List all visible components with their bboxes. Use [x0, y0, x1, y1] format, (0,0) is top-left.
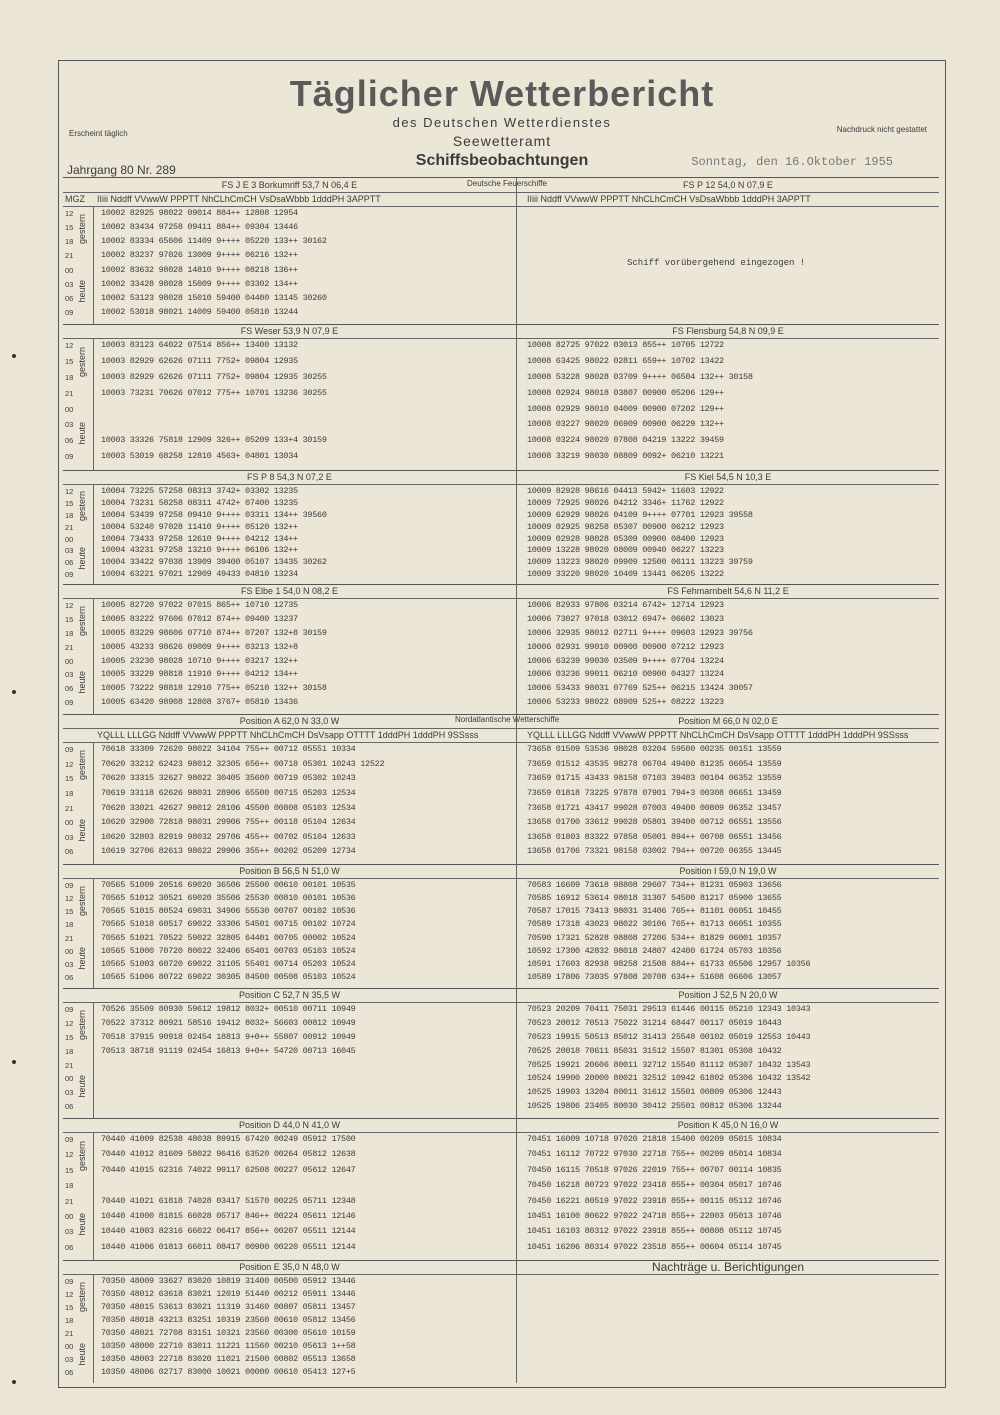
observation-row: 10008 02929 98010 04009 00900 07202 129++	[527, 403, 724, 414]
observation-row: 70590 17321 52828 98808 27206 534++ 81829 06001 10357	[527, 932, 782, 943]
hour-label: 09	[65, 1135, 74, 1144]
observation-row: 10525 19903 13204 80011 31612 15501 00809 05306 12443	[527, 1087, 782, 1098]
station-header: Position B 56,5 N 51,0 W	[63, 864, 516, 879]
observation-row: 10002 53123 98028 15010 59400 04400 13145 30260	[101, 292, 327, 303]
observation-row: 10005 83229 98606 07710 874++ 07207 132+8 30159	[101, 627, 327, 638]
right-column	[517, 1260, 939, 1383]
observation-row: 10006 03236 99011 06210 00900 04327 13224	[527, 669, 724, 680]
observation-row: 10008 82725 97022 03013 855++ 10705 12722	[527, 340, 724, 350]
left-column	[63, 1118, 517, 1260]
observation-row: 10002 82925 98022 09014 884++ 12808 12954	[101, 208, 298, 218]
hour-label: 15	[65, 614, 74, 624]
station-header: Position I 59,0 N 19,0 W	[517, 864, 939, 879]
hour-label: 18	[65, 1316, 74, 1325]
observation-row: 73659 01818 73225 97878 07901 794+3 00308 06651 13459	[527, 787, 782, 798]
observation-row: 70587 17015 73413 98031 31406 765++ 81101 06051 10455	[527, 906, 782, 917]
hour-label: 21	[65, 803, 74, 813]
left-column	[63, 988, 517, 1118]
observation-row: 70589 17318 43023 98022 30106 765++ 81713 06051 10355	[527, 919, 782, 930]
heute-label: heute	[77, 1212, 87, 1236]
observation-row: 10619 32706 82613 98022 29906 355++ 00202 05209 12734	[101, 846, 356, 857]
report-date: Sonntag, den 16.Oktober 1955	[691, 155, 893, 169]
hour-gutter	[63, 1275, 94, 1383]
hour-label: 18	[65, 788, 74, 798]
hour-gutter	[63, 207, 94, 324]
right-column	[517, 864, 939, 988]
station-header: FS P 8 54,3 N 07,2 E	[63, 470, 516, 485]
left-column	[63, 584, 517, 714]
observation-row: 70350 48021 72708 83151 10321 23560 00300 05610 10159	[101, 1328, 356, 1338]
left-column	[63, 470, 517, 584]
gestern-label: gestern	[77, 490, 87, 521]
observation-row: 70350 48009 33627 83020 10819 31400 00500 05912 13446	[101, 1276, 356, 1286]
observation-row: 10008 02924 98018 03807 00900 05206 129++	[527, 387, 724, 398]
observation-row: 10004 53439 97258 09410 9++++ 03311 134++ 39560	[101, 509, 327, 520]
hour-label: 15	[65, 907, 74, 917]
observation-row: 10009 13228 98020 08009 00940 06227 13223	[527, 545, 724, 556]
observation-row: 10350 48003 22718 83020 11021 21500 00802 05513 13658	[101, 1354, 356, 1364]
hour-gutter	[63, 743, 94, 864]
station-header: Position J 52,5 N 20,0 W	[517, 988, 939, 1003]
hour-label: 12	[65, 601, 74, 610]
station-header: FS Elbe 1 54,0 N 08,2 E	[63, 584, 516, 599]
observation-row: 10008 33219 98030 08809 0092+ 06210 13221	[527, 451, 724, 462]
gestern-label: gestern	[77, 214, 87, 245]
hour-label: 12	[65, 209, 74, 218]
gestern-label: gestern	[77, 750, 87, 781]
observation-row: 10350 48000 22710 83011 11221 11560 00210 05613 1++58	[101, 1341, 356, 1351]
observation-row: 10440 41006 01813 66011 08417 00900 00220 05511 12144	[101, 1241, 356, 1252]
observation-row: 10004 43231 97258 13210 9++++ 06106 132++	[101, 545, 298, 556]
observation-row: 70618 33309 72620 98022 34104 755++ 00712 05551 10334	[101, 744, 356, 754]
observation-row: 70565 51015 80524 69031 34906 55530 00707 00102 10536	[101, 906, 356, 917]
column-header: IIiii Nddff VVwwW PPPTT NhCLhCmCH VsDsaWbbb 1dddPH 3APPTT	[517, 193, 939, 207]
hour-label: 06	[65, 847, 74, 857]
observation-row: 70565 51012 30521 69020 35506 25530 00810 00101 10536	[101, 893, 356, 904]
right-column	[517, 584, 939, 714]
observation-row: 10003 73231 70626 07012 775++ 10701 13236 30255	[101, 387, 327, 398]
hour-label: 03	[65, 1088, 74, 1098]
observation-row: 70565 51018 60517 69022 33306 54501 00715 00102 10724	[101, 919, 356, 930]
observation-row: 10008 03227 98020 06909 00900 06229 132++	[527, 419, 724, 430]
hour-label: 00	[65, 1074, 74, 1084]
section-8	[63, 1260, 939, 1383]
observation-row: 10002 53018 98021 14009 59400 05810 13244	[101, 306, 298, 317]
right-column	[517, 324, 939, 470]
observation-row: 70350 48018 43213 83251 10319 23560 00610 05812 13456	[101, 1315, 356, 1325]
hour-label: 21	[65, 1329, 74, 1338]
hour-label: 18	[65, 237, 74, 247]
hour-gutter	[63, 1003, 94, 1118]
hour-gutter	[63, 1133, 94, 1260]
observation-row: 10006 63239 99030 03509 9++++ 07704 13224	[527, 655, 724, 666]
station-header: Nachträge u. Berichtigungen	[517, 1260, 939, 1275]
heute-label: heute	[77, 671, 87, 694]
hour-label: 06	[65, 558, 74, 568]
left-column	[63, 178, 517, 324]
observation-row: 73658 01721 43417 99028 07003 49400 00809 06352 13457	[527, 802, 782, 813]
observation-row: 10006 73027 97018 03012 6947+ 06602 13023	[527, 613, 724, 624]
observation-row: 10002 33428 98028 15009 9++++ 03302 134++	[101, 278, 298, 289]
volume-number: Jahrgang 80 Nr. 289	[67, 163, 176, 177]
report-header	[59, 61, 945, 177]
observation-row: 70620 33315 32627 98022 30405 35600 00719 05302 10243	[101, 773, 356, 784]
section-6	[63, 988, 939, 1118]
section-0	[63, 178, 939, 324]
hour-label: 15	[65, 1165, 74, 1175]
hour-label: 03	[65, 546, 74, 556]
hour-label: 00	[65, 265, 74, 275]
hour-label: 15	[65, 498, 74, 508]
feuerschiffe-label: Deutsche Feuerschiffe	[467, 179, 547, 188]
station-header: FS Fehmarnbelt 54,6 N 11,2 E	[517, 584, 939, 599]
left-column	[63, 864, 517, 988]
observation-row: 10006 82933 97806 03214 6742+ 12714 12923	[527, 600, 724, 610]
hour-label: 09	[65, 1005, 74, 1014]
observation-row: 10591 17603 82938 98258 21508 884++ 61733 05506 12957 10356	[527, 958, 811, 969]
observation-row: 70522 37312 80921 58516 19412 8032+ 56603 00812 10949	[101, 1017, 356, 1028]
observation-row: 70440 41015 62316 74022 99117 62508 00227 05612 12647	[101, 1164, 356, 1175]
observation-row: 10005 82720 97022 07015 865++ 10710 12735	[101, 600, 298, 610]
station-header: FS P 12 54,0 N 07,9 E	[517, 178, 939, 193]
observation-row: 10006 02931 99010 00900 00900 07212 12923	[527, 641, 724, 652]
observation-row: 10002 83334 65606 11409 9++++ 05220 133++ 30162	[101, 236, 327, 247]
observation-row: 10002 83434 97258 09411 884++ 09304 13446	[101, 222, 298, 233]
observation-row: 70450 16218 80723 97022 23418 855++ 00304 05017 10746	[527, 1180, 782, 1191]
hour-label: 18	[65, 1181, 74, 1191]
hour-label: 18	[65, 372, 74, 382]
observation-row: 70565 51009 20516 69020 36506 25500 00610 00101 10535	[101, 880, 356, 890]
observation-row: 10005 63420 98908 12808 3767+ 05810 13436	[101, 697, 298, 708]
observation-row: 70350 48012 63618 83021 12019 51440 00212 05911 13446	[101, 1289, 356, 1299]
hour-gutter	[63, 339, 94, 470]
section-4	[63, 714, 939, 864]
hour-label: 00	[65, 1342, 74, 1351]
observation-row: 10003 83123 64022 07514 856++ 13400 13132	[101, 340, 298, 350]
wetterschiffe-label: Nordatlantische Wetterschiffe	[455, 715, 560, 724]
report-subtitle: des Deutschen Wetterdienstes	[392, 115, 612, 130]
observation-row: 10004 63221 97021 12909 49433 04810 13234	[101, 569, 298, 580]
hour-label: 12	[65, 1150, 74, 1160]
observation-row: 70523 20209 70411 75031 29513 61446 00115 05210 12343 10343	[527, 1004, 811, 1014]
heute-label: heute	[77, 819, 87, 842]
observation-row: 10003 33326 75818 12909 326++ 05209 133+4 30159	[101, 435, 327, 446]
observation-row: 70451 16112 70722 97030 22718 755++ 00209 05014 10834	[527, 1149, 782, 1160]
heute-label: heute	[77, 1075, 87, 1098]
gestern-label: gestern	[77, 885, 87, 916]
section-1	[63, 324, 939, 470]
observation-row: 10009 33220 98020 10409 13441 06205 13222	[527, 569, 724, 580]
hour-label: 00	[65, 1211, 74, 1221]
hour-label: 06	[65, 1242, 74, 1252]
observation-row: 70620 33021 42627 98012 28106 45500 00808 05103 12534	[101, 802, 356, 813]
observations-body	[63, 177, 939, 1383]
station-header: Position C 52,7 N 35,5 W	[63, 988, 516, 1003]
hour-label: 12	[65, 487, 74, 496]
section-name: Schiffsbeobachtungen	[415, 152, 589, 169]
gestern-label: gestern	[77, 1281, 87, 1312]
gestern-label: gestern	[77, 1140, 87, 1171]
hour-label: 21	[65, 1060, 74, 1070]
observation-row: 10589 17806 73035 97808 20708 634++ 51608 06606 13057	[527, 971, 782, 982]
observation-row: 10002 83632 98028 14810 9++++ 08218 136++	[101, 264, 298, 275]
hour-label: 09	[65, 1277, 74, 1286]
hour-label: 12	[65, 1018, 74, 1028]
observation-row: 10565 51003 60720 69022 31105 55401 00714 05203 10524	[101, 958, 356, 969]
section-2	[63, 470, 939, 584]
observation-row: 70450 16221 80519 97022 23918 855++ 00115 05112 10746	[527, 1195, 782, 1206]
reprint-note: Nachdruck nicht gestattet	[836, 125, 927, 134]
observation-row: 10008 53228 98028 03709 9++++ 06504 132++ 30158	[527, 371, 753, 382]
heute-label: heute	[77, 1342, 87, 1366]
station-header: FS Weser 53,9 N 07,9 E	[63, 324, 516, 339]
hour-label: 21	[65, 933, 74, 943]
observation-row: 73659 01512 43535 98278 06704 49400 81235 06054 13559	[527, 758, 782, 769]
section-7	[63, 1118, 939, 1260]
hour-label: 00	[65, 534, 74, 544]
office-name: Seewetteramt	[452, 133, 552, 149]
hour-label: 12	[65, 894, 74, 904]
station-header: FS Flensburg 54,8 N 09,9 E	[517, 324, 939, 339]
observation-row: 10004 73225 57258 08313 3742+ 03302 13235	[101, 486, 298, 496]
station-header: FS Kiel 54,5 N 10,3 E	[517, 470, 939, 485]
hour-gutter	[63, 485, 94, 584]
hour-label: 06	[65, 1368, 74, 1377]
right-column	[517, 178, 939, 324]
right-column	[517, 988, 939, 1118]
observation-row: 10451 16100 80622 97022 24718 855++ 22003 05013 10746	[527, 1210, 782, 1221]
observation-row: 10003 82929 62626 07111 7752+ 09804 12935 30255	[101, 371, 327, 382]
observation-row: 10004 33422 97038 13909 39400 05107 13435 30262	[101, 557, 327, 568]
observation-row: 10006 53433 98031 07769 525++ 06215 13424 30057	[527, 683, 753, 694]
observation-row: 10009 72925 98026 04212 3346+ 11762 12922	[527, 497, 724, 508]
left-column	[63, 324, 517, 470]
observation-row: 70585 16912 53614 98018 31307 54500 81217 05900 13655	[527, 893, 782, 904]
observation-row: 10004 73433 97258 12610 9++++ 04212 134++	[101, 533, 298, 544]
hour-label: 06	[65, 1102, 74, 1112]
hour-label: 06	[65, 684, 74, 694]
station-header: Position A 62,0 N 33,0 W	[63, 714, 516, 729]
gestern-label: gestern	[77, 1009, 87, 1040]
observation-row: 73659 01715 43433 98158 07103 39403 00104 06352 13559	[527, 773, 782, 784]
observation-row: 70440 41009 82538 48038 89915 67420 00249 05912 17500	[101, 1134, 356, 1144]
observation-row: 10451 16206 80314 97022 23518 855++ 00604 05114 10745	[527, 1241, 782, 1252]
hour-label: 03	[65, 1227, 74, 1237]
observation-row: 73658 01509 53536 98028 03204 59500 00235 00151 13559	[527, 744, 782, 754]
ship-withdrawn-note: Schiff vorübergehend eingezogen !	[627, 257, 806, 268]
observation-row: 70450 16115 70518 97026 22019 755++ 00707 00114 10835	[527, 1164, 782, 1175]
observation-row: 10003 53019 68258 12810 4563+ 04801 13034	[101, 451, 298, 462]
observation-row: 10002 83237 97026 13009 9++++ 06216 132++	[101, 250, 298, 261]
hour-label: 03	[65, 832, 74, 842]
observation-row: 10565 51000 70720 80022 32406 65401 00703 05103 10524	[101, 945, 356, 956]
observation-row: 70440 41012 81609 58022 96416 63520 00264 05812 12638	[101, 1149, 356, 1160]
observation-row: 70565 51021 70522 59022 32805 64401 00705 00002 10524	[101, 932, 356, 943]
hour-label: 09	[65, 745, 74, 754]
hour-label: 18	[65, 628, 74, 638]
observation-row: 10008 63425 98022 02811 659++ 10702 13422	[527, 355, 724, 366]
observation-row: 70440 41021 61818 74028 03417 51570 00225 05711 12348	[101, 1195, 356, 1206]
observation-row: 10565 51006 80722 69022 30305 84500 00508 05103 10524	[101, 971, 356, 982]
station-header: Position K 45,0 N 16,0 W	[517, 1118, 939, 1133]
hour-label: 03	[65, 670, 74, 680]
hour-label: 09	[65, 698, 74, 708]
gestern-label: gestern	[77, 346, 87, 377]
observation-row: 70620 33212 62423 98012 32305 656++ 00718 05301 10243 12522	[101, 758, 385, 769]
observation-row: 10009 62929 98026 04109 9++++ 07701 12923 39558	[527, 509, 753, 520]
hour-label: 15	[65, 356, 74, 366]
hour-label: 12	[65, 341, 74, 350]
column-header: YQLLL LLLGG Nddff VVwwW PPPTT NhCLhCmCH DsVsapp OTTTT 1dddPH 1dddPH 9SSsss	[63, 729, 516, 743]
observation-row: 10005 43233 98626 09009 9++++ 03213 132+8	[101, 641, 298, 652]
observation-row: 10005 23230 98028 10710 9++++ 03217 132++	[101, 655, 298, 666]
observation-row: 70451 16009 10718 97020 21818 15400 00209 05015 10834	[527, 1134, 782, 1144]
hour-label: 18	[65, 920, 74, 930]
observation-row: 10525 19806 23405 80030 30412 25501 00812 05306 13244	[527, 1101, 782, 1112]
mgz-label: MGZ	[65, 194, 85, 204]
hour-label: 06	[65, 293, 74, 303]
column-header: IIiii Nddff VVwwW PPPTT NhCLhCmCH VsDsaWbbb 1dddPH 3APPTT MGZ	[63, 193, 516, 207]
observation-row: 10009 02928 98028 05309 00900 08400 12923	[527, 533, 724, 544]
station-header: FS J E 3 Borkumriff 53,7 N 06,4 E	[63, 178, 516, 193]
observation-row: 70523 19915 50513 85012 31413 25548 00102 05019 12553 10443	[527, 1031, 811, 1042]
daily-note: Erscheint täglich	[69, 129, 128, 138]
observation-row: 10524 19900 20000 80021 32512 10942 61802 05306 10432 13542	[527, 1073, 811, 1084]
hour-label: 18	[65, 510, 74, 520]
left-column	[63, 1260, 517, 1383]
hour-label: 21	[65, 522, 74, 532]
hour-label: 18	[65, 1046, 74, 1056]
hour-label: 06	[65, 436, 74, 446]
observation-row: 10005 33229 98818 11910 9++++ 04212 134++	[101, 669, 298, 680]
observation-row: 13658 01700 33612 99028 05801 39400 00712 06551 13556	[527, 817, 782, 828]
hour-label: 03	[65, 279, 74, 289]
hour-gutter	[63, 599, 94, 714]
observation-row: 10005 83222 97606 07012 874++ 09400 13237	[101, 613, 298, 624]
hour-label: 09	[65, 452, 74, 462]
weather-report-page	[58, 60, 946, 1388]
hour-label: 03	[65, 959, 74, 969]
observation-row: 10009 13223 98020 09909 12500 06111 13223 39759	[527, 557, 753, 568]
station-header: Position E 35,0 N 48,0 W	[63, 1260, 516, 1275]
hour-label: 12	[65, 1290, 74, 1299]
hour-label: 21	[65, 1196, 74, 1206]
observation-row: 70525 19921 20606 80011 32712 15540 81112 05307 10432 13543	[527, 1059, 811, 1070]
report-title: Täglicher Wetterbericht	[289, 73, 715, 114]
observation-row: 70350 48015 53613 83021 11319 31460 00807 05811 13457	[101, 1302, 356, 1312]
observation-row: 10005 73222 98818 12910 775++ 05210 132++ 30158	[101, 683, 327, 694]
hour-label: 03	[65, 420, 74, 430]
hour-label: 15	[65, 223, 74, 233]
left-column	[63, 714, 517, 864]
observation-row: 10003 82929 62626 07111 7752+ 09804 12935	[101, 355, 298, 366]
hour-label: 09	[65, 881, 74, 890]
right-column	[517, 714, 939, 864]
hour-label: 00	[65, 656, 74, 666]
observation-row: 70525 20018 70611 85031 31512 15507 81301 05308 10432	[527, 1045, 782, 1056]
observation-row: 13658 01706 73321 98158 03002 794++ 00720 06355 13445	[527, 846, 782, 857]
observation-row: 10620 32900 72818 98031 29906 755++ 00118 05104 12634	[101, 817, 356, 828]
hour-label: 00	[65, 946, 74, 956]
section-5	[63, 864, 939, 988]
hour-label: 21	[65, 642, 74, 652]
hour-label: 06	[65, 972, 74, 982]
observation-row: 10440 41000 81815 66028 05717 846++ 00224 05611 12146	[101, 1210, 356, 1221]
observation-row: 70518 37915 90918 02454 18813 9+0++ 55807 00912 10949	[101, 1031, 356, 1042]
observation-row: 10620 32803 82919 98032 29706 455++ 00702 05104 12633	[101, 831, 356, 842]
observation-row: 10004 73231 58258 08311 4742+ 07400 13235	[101, 497, 298, 508]
observation-row: 70513 38718 91119 02454 16813 9+0++ 54720 00713 16045	[101, 1045, 356, 1056]
heute-label: heute	[77, 421, 87, 445]
observation-row: 13658 01803 83322 97858 05001 894++ 00708 06551 13456	[527, 831, 782, 842]
observation-row: 10350 48006 02717 83000 10021 00000 00610 05413 127+5	[101, 1367, 356, 1377]
hour-label: 00	[65, 404, 74, 414]
hour-label: 21	[65, 251, 74, 261]
hour-label: 15	[65, 1032, 74, 1042]
hour-gutter	[63, 879, 94, 988]
observation-row: 10006 53233 98022 08909 525++ 08222 13223	[527, 697, 724, 708]
hour-label: 21	[65, 388, 74, 398]
observation-row: 10451 16103 80312 97022 23918 855++ 00808 05112 10745	[527, 1226, 782, 1237]
observation-row: 10006 32935 98012 02711 9++++ 09603 12923 39756	[527, 627, 753, 638]
station-header: Position M 66,0 N 02,0 E	[517, 714, 939, 729]
observation-row: 10004 53240 97028 11410 9++++ 05120 132++	[101, 521, 298, 532]
heute-label: heute	[77, 947, 87, 970]
observation-row: 10008 03224 98020 07808 04219 13222 39459	[527, 435, 724, 446]
observation-row: 10592 17300 42832 98018 24807 42400 61724 05703 10356	[527, 945, 782, 956]
right-column	[517, 1118, 939, 1260]
observation-row: 70619 33118 62626 98031 28906 65500 00715 05203 12534	[101, 787, 356, 798]
hour-label: 00	[65, 818, 74, 828]
hour-label: 15	[65, 774, 74, 784]
section-3	[63, 584, 939, 714]
right-column	[517, 470, 939, 584]
heute-label: heute	[77, 546, 87, 570]
observation-row: 70583 16609 73618 98808 29607 734++ 81231 05903 13656	[527, 880, 782, 890]
observation-row: 70523 20012 70513 75022 31214 68447 00117 05019 10443	[527, 1017, 782, 1028]
observation-row: 70526 35509 80930 59612 19812 8032+ 00510 00711 10949	[101, 1004, 356, 1014]
station-header: Position D 44,0 N 41,0 W	[63, 1118, 516, 1133]
hour-label: 12	[65, 759, 74, 769]
observation-row: 10009 02925 98258 05307 00900 06212 12923	[527, 521, 724, 532]
heute-label: heute	[77, 280, 87, 303]
hour-label: 09	[65, 307, 74, 317]
observation-row: 10440 41003 82316 66022 06417 856++ 00207 05511 12144	[101, 1226, 356, 1237]
gestern-label: gestern	[77, 605, 87, 636]
hour-label: 03	[65, 1355, 74, 1364]
observation-row: 10009 82928 98616 04413 5942+ 11603 12922	[527, 486, 724, 496]
hour-label: 15	[65, 1303, 74, 1312]
hour-label: 09	[65, 570, 74, 580]
column-header: YQLLL LLLGG Nddff VVwwW PPPTT NhCLhCmCH DsVsapp OTTTT 1dddPH 1dddPH 9SSsss	[517, 729, 939, 743]
